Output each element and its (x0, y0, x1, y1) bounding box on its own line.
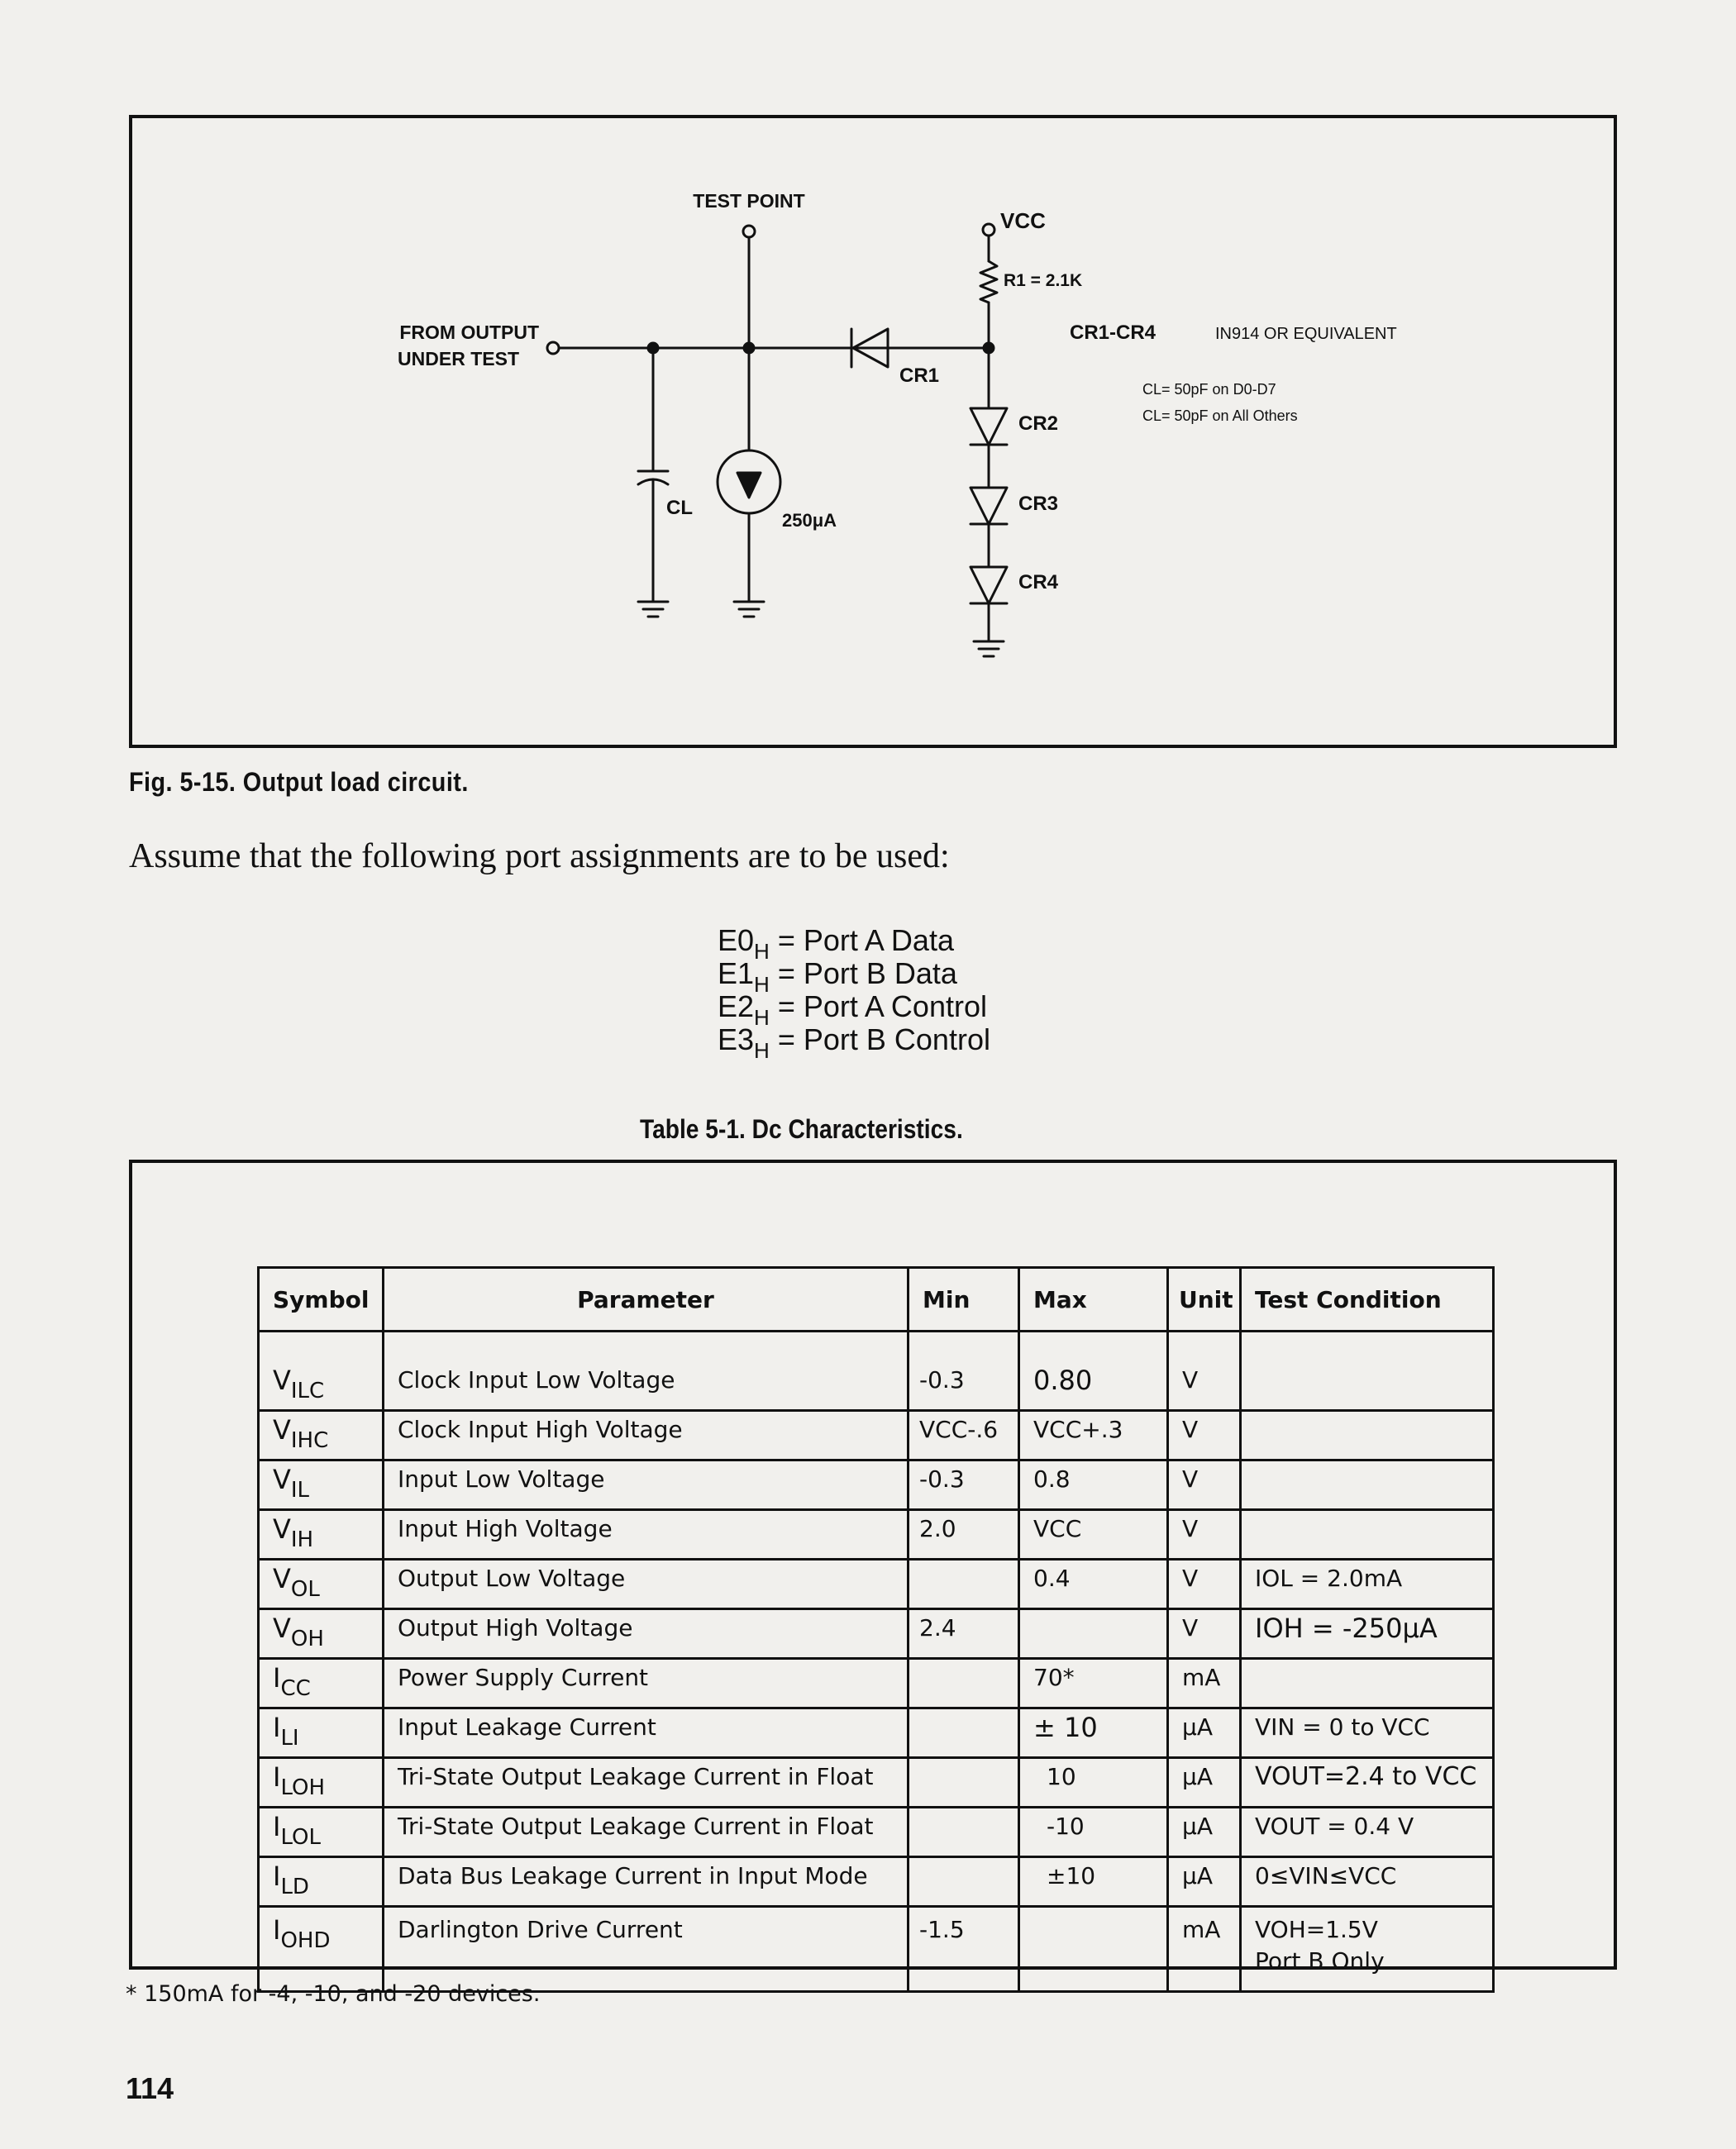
r1-label: R1 = 2.1K (1004, 271, 1083, 290)
cell-parameter: Input Leakage Current (384, 1708, 909, 1758)
header-max: Max (1019, 1268, 1168, 1332)
cell-min: 2.0 (909, 1510, 1019, 1560)
cell-symbol: $I_{CC}$ (259, 1659, 384, 1708)
cell-min: VCC-.6 (909, 1411, 1019, 1460)
cell-parameter: Darlington Drive Current (384, 1907, 909, 1992)
cell-parameter: Output High Voltage (384, 1609, 909, 1659)
table-row (259, 1460, 1494, 1510)
body-paragraph: Assume that the following port assignments are to be used: (129, 837, 950, 875)
port-description: = Port B Data (777, 956, 957, 990)
port-subscript: H (754, 939, 770, 964)
port-description: = Port B Control (777, 1022, 990, 1056)
cr3-diode (971, 488, 1007, 524)
current-label: 250μA (782, 510, 837, 531)
port-assignment-line (718, 956, 990, 997)
cell-symbol: $I_{LD}$ (259, 1857, 384, 1907)
cell-symbol: $I_{LOL}$ (259, 1808, 384, 1857)
port-assignment-line (718, 923, 990, 964)
cell-max: 70* (1019, 1659, 1168, 1708)
cell-condition (1241, 1460, 1494, 1510)
diode-range-label: CR1-CR4 (1070, 322, 1157, 344)
cell-min (909, 1808, 1019, 1857)
header-min: Min (909, 1268, 1019, 1332)
cell-condition (1241, 1411, 1494, 1460)
test-point-label: TEST POINT (693, 190, 805, 212)
cell-unit: μA (1168, 1708, 1241, 1758)
cell-symbol: $I_{LOH}$ (259, 1758, 384, 1808)
cl-note-2: CL= 50pF on All Others (1142, 407, 1298, 424)
table-row (259, 1857, 1494, 1907)
cell-parameter: Tri-State Output Leakage Current in Float (384, 1808, 909, 1857)
cell-parameter: Clock Input High Voltage (384, 1411, 909, 1460)
cell-min (909, 1659, 1019, 1708)
cell-min (909, 1857, 1019, 1907)
cell-min (909, 1708, 1019, 1758)
input-terminal (547, 342, 559, 354)
table-row (259, 1609, 1494, 1659)
cell-max: VCC (1019, 1510, 1168, 1560)
table-row (259, 1411, 1494, 1460)
cell-unit: mA (1168, 1907, 1241, 1992)
cell-min: -1.5 (909, 1907, 1019, 1992)
port-subscript: H (754, 972, 770, 997)
cl-note-1: CL= 50pF on D0-D7 (1142, 381, 1276, 398)
junction-dot (984, 343, 994, 353)
cell-condition (1241, 1332, 1494, 1411)
cell-unit: V (1168, 1332, 1241, 1411)
r1-resistor (980, 261, 997, 303)
cell-parameter: Data Bus Leakage Current in Input Mode (384, 1857, 909, 1907)
cell-parameter: Tri-State Output Leakage Current in Float (384, 1758, 909, 1808)
cell-max (1019, 1609, 1168, 1659)
cell-symbol: $I_{LI}$ (259, 1708, 384, 1758)
table-row (259, 1907, 1494, 1992)
cr2-label: CR2 (1018, 412, 1059, 435)
cell-condition: VOUT=2.4 to VCC (1241, 1758, 1494, 1808)
table-row (259, 1332, 1494, 1411)
table-row (259, 1659, 1494, 1708)
from-output-label-2: UNDER TEST (398, 348, 519, 369)
cell-max: 0.8 (1019, 1460, 1168, 1510)
cl-label: CL (666, 497, 693, 519)
cell-max: VCC+.3 (1019, 1411, 1168, 1460)
cell-max: 0.4 (1019, 1560, 1168, 1609)
cell-condition: VOUT = 0.4 V (1241, 1808, 1494, 1857)
cell-parameter: Input High Voltage (384, 1510, 909, 1560)
cell-condition: VOH=1.5V Port B Only (1241, 1907, 1494, 1992)
cr4-label: CR4 (1018, 571, 1059, 593)
table-header-row (259, 1268, 1494, 1332)
header-test-condition: Test Condition (1241, 1268, 1494, 1332)
cell-parameter: Input Low Voltage (384, 1460, 909, 1510)
cell-min (909, 1758, 1019, 1808)
dc-characteristics-table (257, 1266, 1495, 1993)
cell-symbol: $V_{IH}$ (259, 1510, 384, 1560)
cell-min: -0.3 (909, 1460, 1019, 1510)
cell-symbol: $I_{OHD}$ (259, 1907, 384, 1992)
port-subscript: H (754, 1005, 770, 1030)
port-subscript: H (754, 1038, 770, 1063)
table-row (259, 1510, 1494, 1560)
cell-min: 2.4 (909, 1609, 1019, 1659)
test-point-terminal (743, 226, 755, 237)
page-number: 114 (126, 2071, 174, 2105)
cell-condition: IOL = 2.0mA (1241, 1560, 1494, 1609)
cell-unit: V (1168, 1510, 1241, 1560)
port-description: = Port A Data (777, 923, 954, 957)
port-description: = Port A Control (777, 989, 987, 1023)
cr2-diode (971, 408, 1007, 445)
port-assignments (718, 923, 990, 1063)
cell-symbol: $V_{IHC}$ (259, 1411, 384, 1460)
cell-max (1019, 1907, 1168, 1992)
header-symbol: Symbol (259, 1268, 384, 1332)
cell-symbol: $V_{OH}$ (259, 1609, 384, 1659)
current-arrow (737, 473, 761, 498)
cell-max: 10 (1019, 1758, 1168, 1808)
cell-unit: V (1168, 1609, 1241, 1659)
table-footnote: * 150mA for -4, -10, and -20 devices. (126, 1981, 541, 2007)
cell-symbol: $V_{ILC}$ (259, 1332, 384, 1411)
vcc-label: VCC (1000, 208, 1046, 233)
header-parameter: Parameter (384, 1268, 909, 1332)
cell-unit: μA (1168, 1758, 1241, 1808)
cell-parameter: Output Low Voltage (384, 1560, 909, 1609)
cell-unit: V (1168, 1460, 1241, 1510)
port-assignment-line (718, 989, 990, 1030)
port-symbol: E2 (718, 989, 755, 1023)
vcc-terminal (983, 224, 994, 236)
diode-type-label: IN914 OR EQUIVALENT (1215, 325, 1397, 343)
cell-condition (1241, 1510, 1494, 1560)
cell-parameter: Clock Input Low Voltage (384, 1332, 909, 1411)
table-row (259, 1758, 1494, 1808)
cell-min (909, 1560, 1019, 1609)
cr4-diode (971, 567, 1007, 603)
cell-max: ±10 (1019, 1857, 1168, 1907)
table-row (259, 1560, 1494, 1609)
cell-condition (1241, 1659, 1494, 1708)
cell-min: -0.3 (909, 1332, 1019, 1411)
cell-symbol: $V_{IL}$ (259, 1460, 384, 1510)
cell-condition: IOH = -250μA (1241, 1609, 1494, 1659)
cell-max: ± 10 (1019, 1708, 1168, 1758)
cell-condition: 0≤VIN≤VCC (1241, 1857, 1494, 1907)
cell-max: 0.80 (1019, 1332, 1168, 1411)
output-load-circuit (0, 0, 1736, 760)
junction-dot (648, 343, 658, 353)
figure-caption: Fig. 5-15. Output load circuit. (129, 767, 469, 797)
port-symbol: E1 (718, 956, 755, 990)
cr3-label: CR3 (1018, 493, 1059, 515)
cr1-label: CR1 (899, 365, 940, 387)
port-symbol: E3 (718, 1022, 755, 1056)
table-row (259, 1708, 1494, 1758)
cell-condition: VIN = 0 to VCC (1241, 1708, 1494, 1758)
cell-unit: mA (1168, 1659, 1241, 1708)
cell-unit: V (1168, 1411, 1241, 1460)
port-symbol: E0 (718, 923, 755, 957)
cell-unit: μA (1168, 1808, 1241, 1857)
cell-unit: V (1168, 1560, 1241, 1609)
cell-symbol: $V_{OL}$ (259, 1560, 384, 1609)
port-assignment-line (718, 1022, 990, 1063)
table-row (259, 1808, 1494, 1857)
header-unit: Unit (1168, 1268, 1241, 1332)
from-output-label-1: FROM OUTPUT (399, 322, 539, 343)
cell-parameter: Power Supply Current (384, 1659, 909, 1708)
cell-unit: μA (1168, 1857, 1241, 1907)
cell-max: -10 (1019, 1808, 1168, 1857)
junction-dot (744, 343, 754, 353)
table-caption: Table 5-1. Dc Characteristics. (640, 1114, 963, 1144)
